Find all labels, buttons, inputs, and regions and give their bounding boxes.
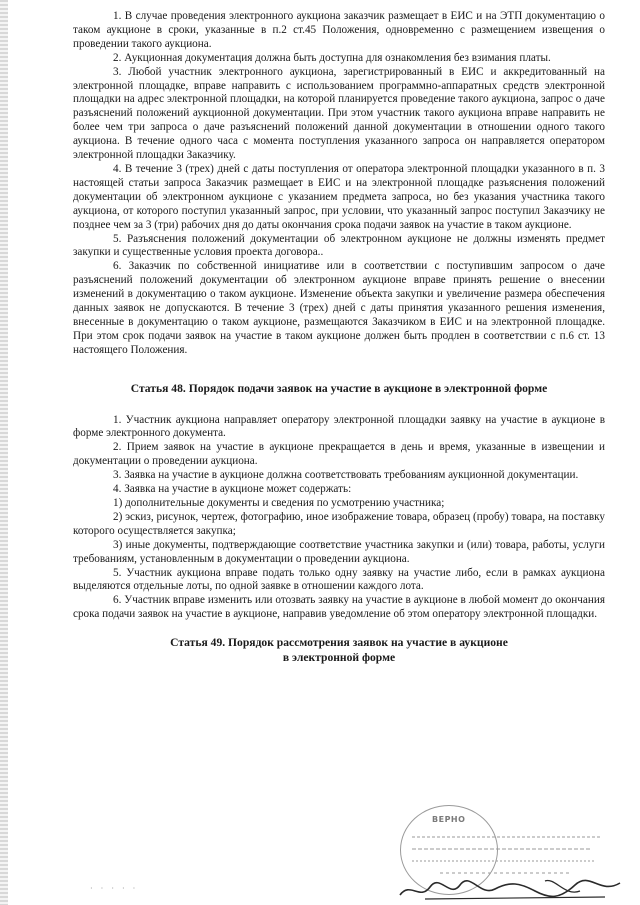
- article48-item-4: 4. Заявка на участие в аукционе может содержать:: [113, 483, 352, 496]
- article47-item-1: 1. В случае проведения электронного аукциона заказчик размещает в ЕИС и на ЭТП документацию о таком аукционе в сроки, указанные в п.2 ст.45 Положения, одновременно с размещением извещения о проведении такого аукциона.: [73, 10, 605, 50]
- article47-item-5: 5. Разъяснения положений документации об электронном аукционе не должны изменять предмет закупки и существенные условия проекта договора..: [73, 232, 605, 259]
- article48-section: [73, 414, 605, 623]
- article48-item-1: 1. Участник аукциона направляет оператору электронной площадки заявку на участие в аукционе в форме электронного документа.: [73, 413, 605, 440]
- article48-heading: Статья 48. Порядок подачи заявок на участие в аукционе в электронной форме: [130, 381, 548, 395]
- article48-item-5: 5. Участник аукциона вправе подать только одну заявку на участие либо, если в рамках аукциона выделяются отдельные лоты, по одной заявке в отношении каждого лота.: [73, 566, 605, 593]
- article48-item-6: 6. Участник вправе изменить или отозвать заявку на участие в аукционе в любой момент до окончания срока подачи заявок на участие в аукционе, направив уведомление об этом оператору электронной площадки.: [73, 594, 605, 621]
- article47-item-4: 4. В течение 3 (трех) дней с даты поступления от оператора электронной площадки указанного в п. 3 настоящей статьи запроса Заказчик размещает в ЕИС и на электронной площадке разъяснения положений документации об электронном аукционе с указанием предмета запроса, но без указания участника такого аукциона, от которого поступил указанный запрос, при условии, что указанный запрос поступил Заказчику не позднее чем за 3 (три) рабочих дня до даты окончания срока подачи заявок на участие в таком аукционе.: [73, 162, 605, 231]
- article47-item-2: 2. Аукционная документация должна быть доступна для ознакомления без взимания платы.: [113, 51, 551, 64]
- article47-item-6: 6. Заказчик по собственной инициативе или в соответствии с поступившим запросом о даче разъяснений положений документации об электронном аукционе вправе принять решение о внесении изменений в документацию о таком аукционе. Изменение объекта закупки и увеличение размера обеспечения данных заявок не допускаются. В течение 3 (трех) дней с даты принятия указанного решения изменения, внесенные в документацию о таком аукционе, размещаются Заказчиком в ЕИС и на электронной площадке. При этом срок подачи заявок на участие в таком аукционе должен быть продлен в соответствии с п.6 ст. 13 настоящего Положения.: [73, 260, 605, 356]
- scan-edge: [0, 0, 8, 905]
- article47-item-3: 3. Любой участник электронного аукциона, зарегистрированный в ЕИС и аккредитованный на электронной площадке, вправе направить с использованием программно-аппаратных средств электронной площадки на адрес электронной площадки, на которой планируется проведение такого аукциона, запрос о даче разъяснений положений аукционной документации. При этом участник такого аукциона вправе направить не более чем три запроса о даче разъяснений положений данной документации в отношении одного такого аукциона. В течение одного часа с момента поступления указанного запроса он направляется оператором электронной площадки Заказчику.: [73, 65, 605, 162]
- article48-subitem-1: 1) дополнительные документы и сведения по усмотрению участника;: [113, 497, 445, 509]
- article49-heading-line2: в электронной форме: [282, 650, 396, 664]
- scan-artifact: · · · · ·: [90, 884, 139, 893]
- article49-heading: [73, 636, 605, 665]
- article47-section: [73, 10, 605, 358]
- stamp-text: ВЕРНО: [432, 815, 466, 824]
- signature-icon: [395, 877, 625, 903]
- document-page: [73, 10, 605, 665]
- article48-item-2: 2. Прием заявок на участие в аукционе прекращается в день и время, указанные в извещении и документации о проведении аукциона.: [73, 441, 605, 468]
- article49-heading-line1: Статья 49. Порядок рассмотрения заявок на участие в аукционе: [170, 636, 508, 650]
- article48-item-3: 3. Заявка на участие в аукционе должна соответствовать требованиям аукционной документации.: [113, 469, 579, 482]
- article48-subitem-2: 2) эскиз, рисунок, чертеж, фотографию, иное изображение товара, образец (пробу) товара, на поставку которого осуществляется закупка;: [73, 510, 605, 537]
- article48-subitem-3: 3) иные документы, подтверждающие соответствие участника закупки и (или) товара, работы, услуги требованиям, установленным в документации о проведении аукциона.: [73, 538, 605, 565]
